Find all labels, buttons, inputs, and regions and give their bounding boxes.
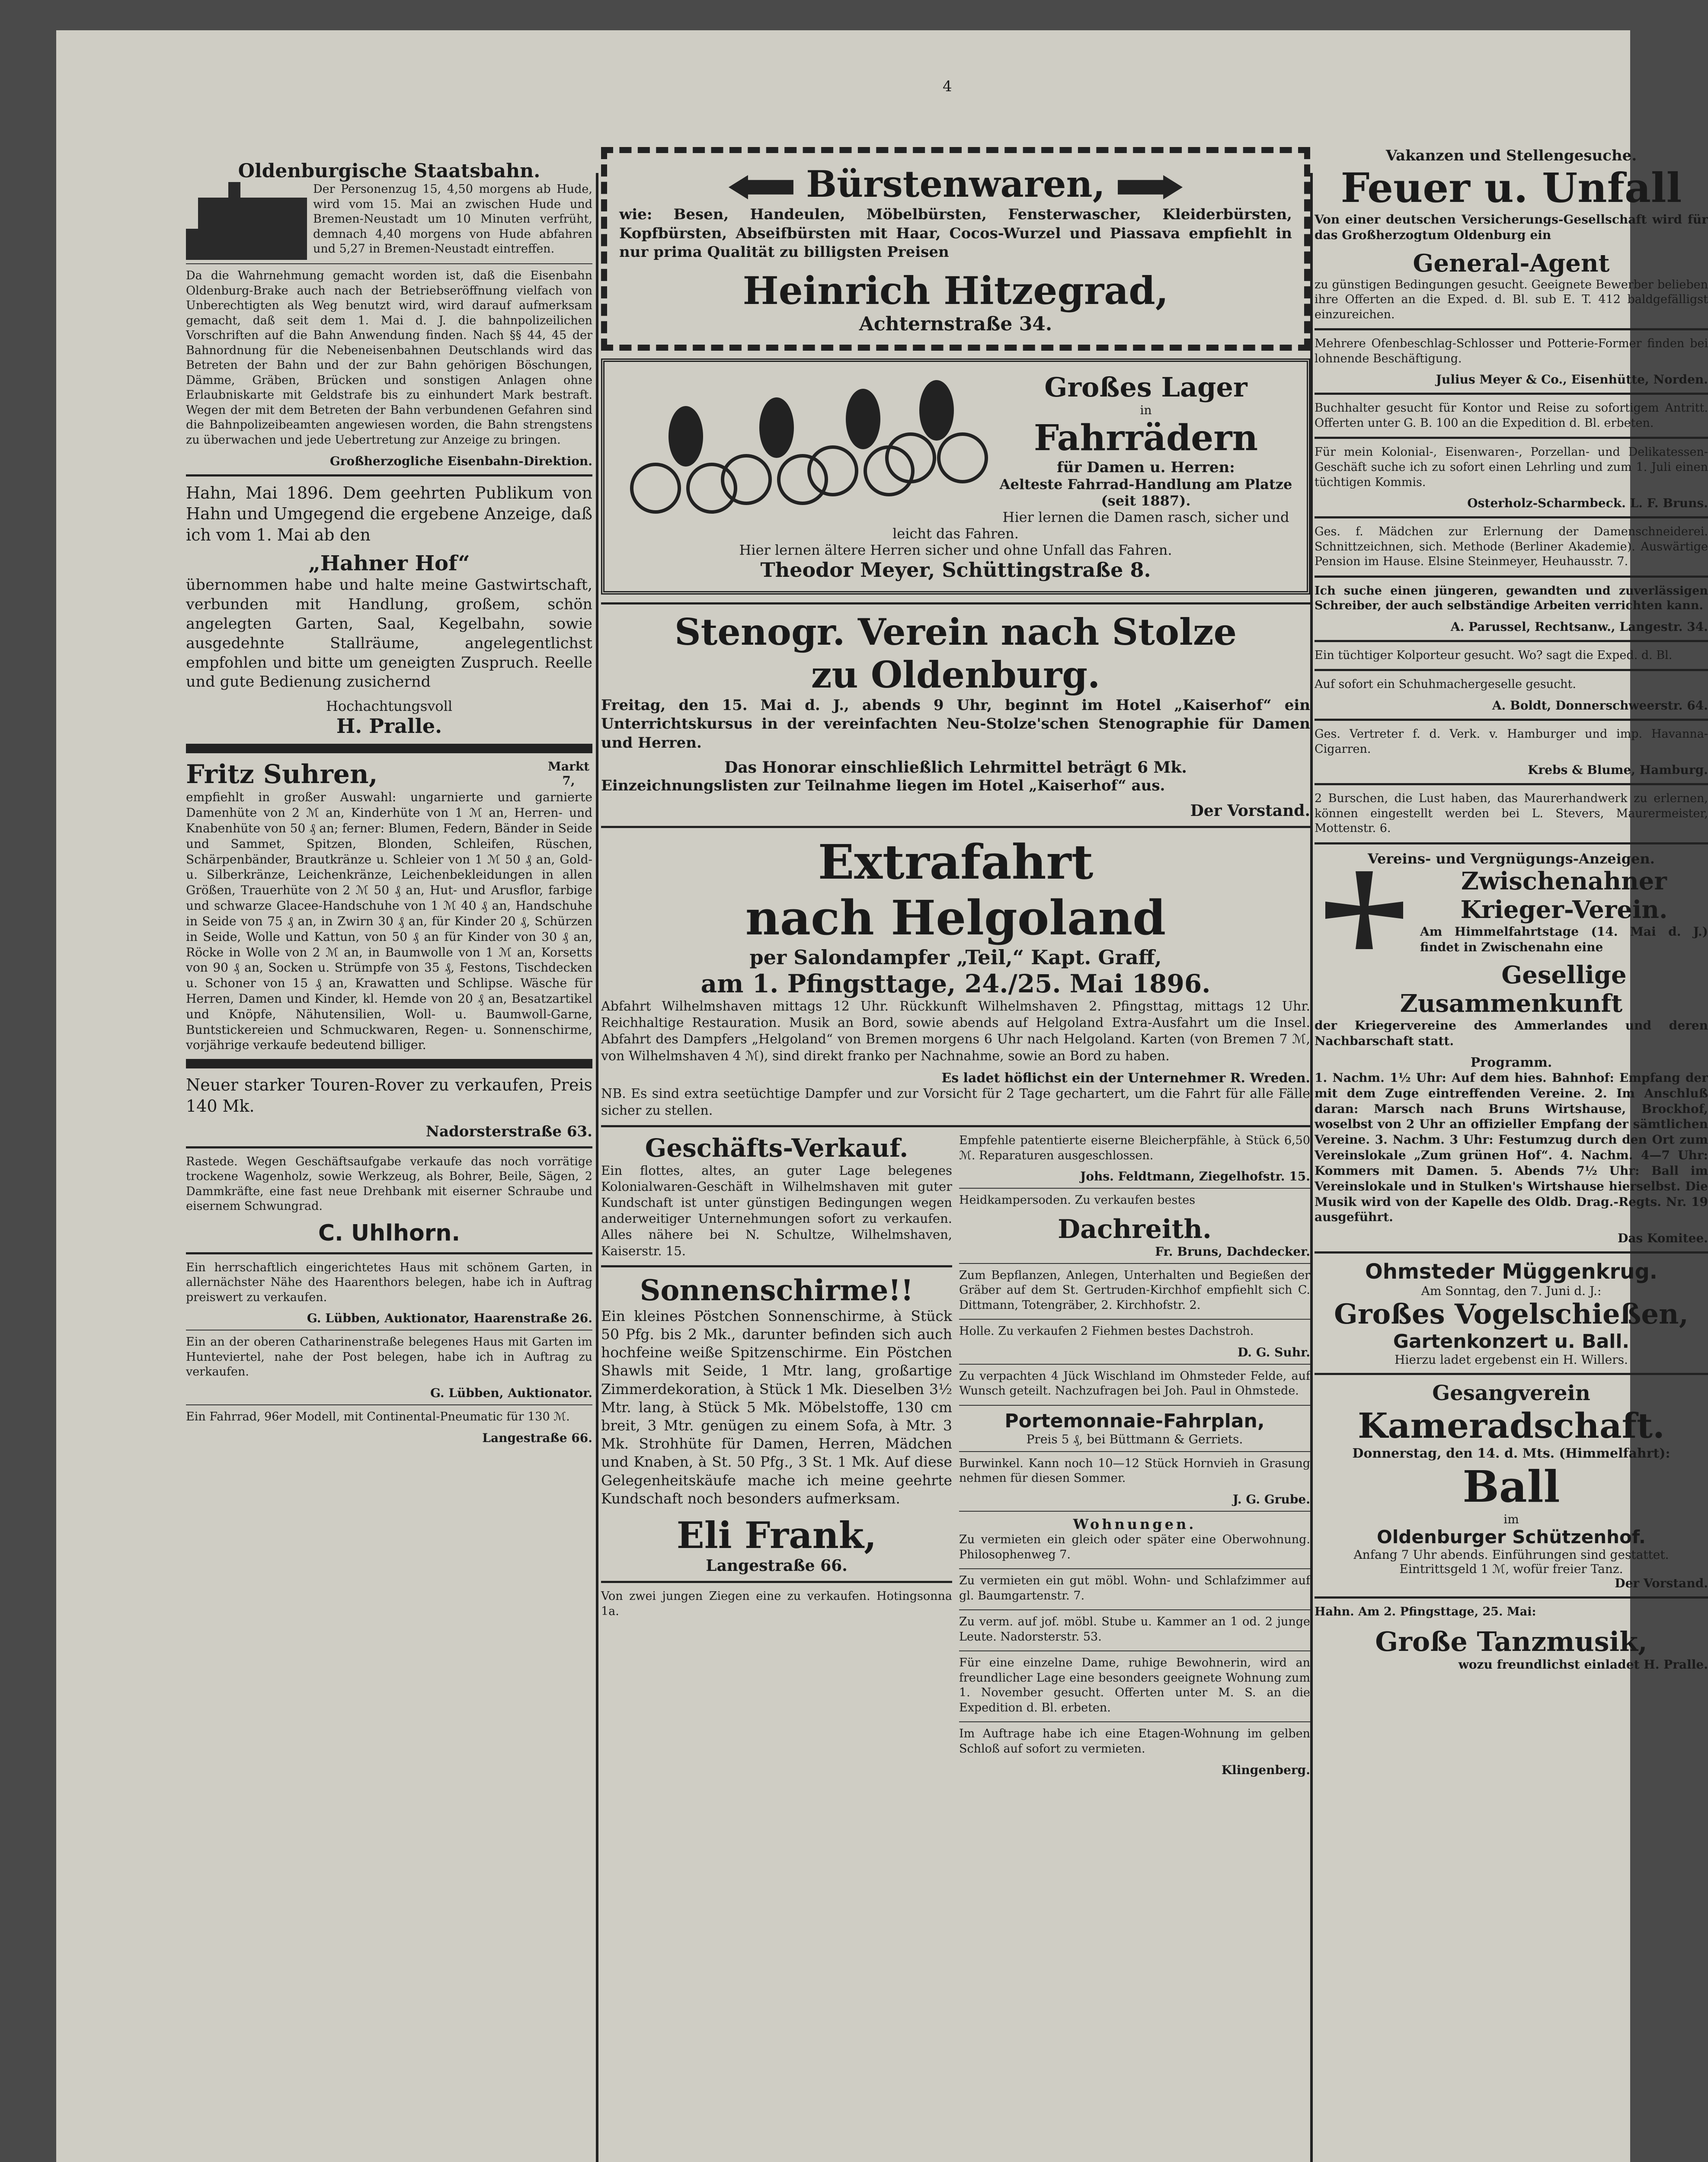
mueggenkrug-big: Großes Vogelschießen, — [1334, 1298, 1689, 1331]
pointing-hand-icon — [1118, 175, 1183, 199]
gesang-title: Gesangverein — [1432, 1381, 1590, 1406]
pointing-hand-icon — [729, 175, 793, 199]
eli-frank-name: Eli Frank, — [676, 1514, 877, 1557]
hornvieh-signature: J. G. Grube. — [1232, 1492, 1310, 1506]
hahn-name: „Hahner Hof“ — [308, 551, 470, 576]
graeber-text: Zum Bepflanzen, Anlegen, Unterhalten und Begießen der Gräber auf dem St. Gertruden-Kirchhof empfiehlt sich C. Dittmann, Totengräber, 2. Kirchhofstr. 2. — [959, 1268, 1310, 1312]
hahn-text: übernommen habe und halte meine Gastwirtschaft, verbunden mit Handlung, großem, schön angelegten Garten, Saal, Kegelbahn, sowie ausgedehnte Stallräume, angelegentlichst empfohlen und bitte um geneigten Zuspruch. Reelle und gute Bedienung zusichernd — [186, 576, 592, 691]
fahrrad-text: Ein Fahrrad, 96er Modell, mit Continental-Pneumatic für 130 ℳ. — [186, 1410, 570, 1424]
dachreith-big: Dachreith. — [1058, 1214, 1212, 1244]
brush-name: Heinrich Hitzegrad, — [742, 268, 1169, 313]
krieger-big: Gesellige Zusammenkunft — [1400, 961, 1627, 1018]
vakanz-2: Buchhalter gesucht für Kontor und Reise zu sofortigem Antritt. Offerten unter G. B. 100 an die Expedition d. Bl. erbeten. — [1315, 401, 1708, 430]
hahn-tanz-signature: wozu freundlichst einladet H. Pralle. — [1458, 1657, 1708, 1672]
steno-title: Stenogr. Verein nach Stolze — [674, 610, 1237, 653]
rover-address: Nadorsterstraße 63. — [425, 1123, 592, 1140]
wohnung-5-signature: Klingenberg. — [1221, 1762, 1310, 1777]
vakanz-6: Ein tüchtiger Kolporteur gesucht. Wo? sagt die Exped. d. Bl. — [1315, 648, 1673, 662]
eli-frank-address: Langestraße 66. — [706, 1557, 848, 1575]
brush-ad — [601, 147, 1310, 351]
feuer-title: Feuer u. Unfall — [1340, 164, 1682, 212]
rastede-signature: C. Uhlhorn. — [318, 1220, 461, 1246]
vakanz-8: Ges. Vertreter f. d. Verk. v. Hamburger und imp. Havanna-Cigarren. — [1315, 727, 1708, 756]
gesang-signature: Der Vorstand. — [1615, 1576, 1708, 1591]
brush-title: Bürstenwaren, — [806, 163, 1105, 205]
ziegen-text: Von zwei jungen Ziegen eine zu verkaufen. Hotingsonna 1a. — [601, 1590, 952, 1618]
sonnenschirme-title: Sonnenschirme!! — [640, 1273, 914, 1307]
steno-fee: Das Honorar einschließlich Lehrmittel beträgt 6 Mk. — [724, 758, 1187, 777]
fahrrad-address: Langestraße 66. — [482, 1430, 592, 1445]
hahn-signature: H. Pralle. — [336, 714, 442, 738]
bike-subtitle: für Damen u. Herren: — [1057, 458, 1235, 476]
steno-title-2: zu Oldenburg. — [811, 653, 1100, 696]
brush-text: wie: Besen, Handeulen, Möbelbürsten, Fensterwascher, Kleiderbürsten, Kopfbürsten, Abseifbürsten mit Haar, Cocos-Wurzel und Piassava empfiehlt in nur prima Qualität zu billigsten Preisen — [619, 206, 1292, 261]
rover-text: Neuer starker Touren-Rover zu verkaufen, Preis 140 Mk. — [186, 1075, 592, 1116]
mueggenkrug-sub: Gartenkonzert u. Ball. — [1393, 1330, 1630, 1353]
suhren-text: empfiehlt in großer Auswahl: ungarnierte und garnierte Damenhüte von 2 ℳ an, Kinderhüte von 1 ℳ an, Herren- und Knabenhüte von 50 ₰ an; ferner: Blumen, Federn, Bänder in Seide und Sammet, Spitzen, Blonden, Schleifen, Rüschen, Schärpenbänder, Brautkränze u. Schleier von 1 ℳ 50 ₰ an, Gold- u. Silberkränze, Leichenkränze, Leichenbekleidungen in allen Größen, Trauerhüte von 2 ℳ 50 ₰ an, Hut- und Arusflor, farbige und schwarze Glacee-Handschuhe von 1 ℳ 40 ₰ an, Handschuhe in Seide von 75 ₰ an, in Zwirn 30 ₰ an, für Kinder 20 ₰, Schürzen in Seide, Wolle und Kattun, von 50 ₰ an für Kinder von 30 ₰ an, Röcke in Wolle von 2 ℳ an, in Baumwolle von 1 ℳ an, Korsetts von 90 ₰ an, Socken u. Strümpfe von 35 ₰, Festons, Tischdecken u. Schoner von 15 ₰ an, Krawatten und Schlipse. Wäsche für Herren, Damen und Kinder, kl. Hemde von 20 ₰ an, Besatzartikel und Knöpfe, Nähutensilien, Woll- u. Baumwoll-Garne, Buntstickereien und Schmuckwaren, Regen- u. Sonnenschirme, vorjährige verkaufe bedeutend billiger. — [186, 790, 592, 1052]
geschaeft-text: Ein flottes, altes, an guter Lage belegenes Kolonialwaren-Geschäft in Wilhelmshaven mit guter Kundschaft ist unter günstigen Bedingungen wegen anderweitiger Unternehmungen sofort zu verkaufen. Alles nähere bei N. Schultze, Wilhelmshaven, Kaiserstr. 15. — [601, 1163, 952, 1258]
portemonnaie-text: Preis 5 ₰, bei Büttmann & Gerriets. — [1026, 1432, 1243, 1446]
mueggenkrug-date: Am Sonntag, den 7. Juni d. J.: — [1421, 1284, 1602, 1298]
feuer-text-2: zu günstigen Bedingungen gesucht. Geeignete Bewerber belieben ihre Offerten an die Exped. d. Bl. sub E. T. 412 baldgefälligst einzureichen. — [1315, 278, 1708, 321]
rail-notice: Da die Wahrnehmung gemacht worden ist, daß die Eisenbahn Oldenburg-Brake auch nach der Betriebseröffnung vielfach von Unberechtigten als Weg benutzt wird, wird darauf aufmerksam gemacht, daß seit dem 1. Mai d. J. die bahnpolizeilichen Vorschriften auf die Bahn Anwendung finden. Nach §§ 44, 45 der Bahnordnung für die Nebeneisenbahnen Deutschlands wird das Betreten der Bahn und der zur Bahn gehörigen Böschungen, Dämme, Gräben, Brücken und sonstigen Anlagen ohne Erlaubniskarte mit Geldstrafe bis zu einhundert Mark bestraft. Wegen der mit dem Betreten der Bahn verbundenen Gefahren sind die Bahnpolizeibeamten angewiesen worden, die Bahn strengstens zu überwachen und jede Uebertretung zur Anzeige zu bringen. — [186, 269, 592, 447]
column-left — [186, 160, 592, 2162]
column-middle — [601, 147, 1310, 2162]
wohnung-5: Im Auftrage habe ich eine Etagen-Wohnung im gelben Schloß auf sofort zu vermieten. — [959, 1727, 1310, 1756]
bleicher-signature: Johs. Feldtmann, Ziegelhofstr. 15. — [1080, 1169, 1310, 1184]
iron-cross-icon — [1315, 867, 1414, 966]
bike-heading: Großes Lager — [1044, 371, 1247, 403]
suhren-address: Markt 7, — [547, 759, 590, 788]
krieger-signature: Das Komitee. — [1618, 1231, 1708, 1246]
vakanz-1-signature: Julius Meyer & Co., Eisenhütte, Norden. — [1436, 372, 1708, 387]
feuer-agent: General-Agent — [1413, 249, 1610, 278]
krieger-programm: Programm. — [1470, 1055, 1552, 1070]
rastede-text: Rastede. Wegen Geschäftsaufgabe verkaufe das noch vorrätige trockene Wagenholz, sowie Werkzeug, als Bohrer, Beile, Sägen, 2 Dammkräfte, eine fast neue Drehbank mit eiserner Schraube und eisernem Schwungrad. — [186, 1155, 592, 1213]
wohnung-4: Für eine einzelne Dame, ruhige Bewohnerin, wird an freundlicher Lage eine besonders geeignete Wohnung zum 1. November gesucht. Offerten unter M. S. an die Expedition d. Bl. erbeten. — [959, 1656, 1310, 1714]
wohnung-2: Zu vermieten ein gut möbl. Wohn- und Schlafzimmer auf gl. Baumgartenstr. 7. — [959, 1574, 1310, 1602]
portemonnaie-title: Portemonnaie-Fahrplan, — [1004, 1410, 1265, 1432]
vakanz-8-signature: Krebs & Blume, Hamburg. — [1528, 763, 1708, 777]
gesang-im: im — [1503, 1512, 1519, 1527]
rail-text: Der Personenzug 15, 4,50 morgens ab Hude, wird vom 15. Mai an zwischen Hude und Bremen-Neustadt um 10 Minuten verfrüht, demnach 4,40 morgens von Hude abfahren und 5,27 in Bremen-Neustadt eintreffen. — [313, 182, 592, 256]
hornvieh-text: Burwinkel. Kann noch 10—12 Stück Hornvieh in Grasung nehmen für diesen Sommer. — [959, 1456, 1310, 1485]
dachstroh-text: Holle. Zu verkaufen 2 Fiehmen bestes Dachstroh. — [959, 1324, 1254, 1338]
bike-line-2: Hier lernen ältere Herren sicher und ohne Unfall das Fahren. — [739, 541, 1172, 558]
gesang-big: Kameradschaft. — [1358, 1405, 1665, 1446]
krieger-text: der Kriegervereine des Ammerlandes und deren Nachbarschaft statt. — [1315, 1018, 1708, 1049]
dachreith-text: Heidkampersoden. Zu verkaufen bestes — [959, 1193, 1196, 1207]
steno-text: Freitag, den 15. Mai d. J., abends 9 Uhr, beginnt im Hotel „Kaiserhof“ ein Unterrichtskursus in der vereinfachten Neu-Stolze'schen Stenographie für Damen und Herren. — [601, 696, 1310, 752]
haus-signature: G. Lübben, Auktionator, Haarenstraße 26. — [307, 1311, 592, 1326]
sub-column-left — [601, 1133, 952, 1777]
helgoland-nb: NB. Es sind extra seetüchtige Dampfer und zur Vorsicht für 2 Tage gechartert, um die Fahrt für alle Fälle sicher zu stellen. — [601, 1086, 1310, 1118]
suhren-name: Fritz Suhren, — [186, 759, 378, 790]
krieger-items: 1. Nachm. 1½ Uhr: Auf dem hies. Bahnhof: Empfang der mit dem Zuge eintreffenden Vereine. 2. Im Anschluß daran: Marsch nach Bruns Wirtshause, Brockhof, woselbst von 2 Uhr an offizieller Empfang der sämtlichen Vereine. 3. Nachm. 3 Uhr: Festumzug durch den Ort zum Vereinslokale „Zum grünen Hof“. 4. Nachm. 4—7 Uhr: Kommers mit Damen. 5. Abends 7½ Uhr: Ball im Vereinslokale und in Stulken's Wirtshause hierselbst. Die Musik wird von der Kapelle des Oldb. Drag.-Regts. Nr. 19 ausgeführt. — [1315, 1071, 1708, 1225]
brush-address: Achternstraße 34. — [859, 313, 1052, 335]
bleicher-text: Empfehle patentierte eiserne Bleicherpfähle, à Stück 6,50 ℳ. Reparaturen ausgeschlossen. — [959, 1133, 1310, 1162]
helgoland-signature: Es ladet höflichst ein der Unternehmer R. Wreden. — [941, 1071, 1310, 1086]
helgoland-text: Abfahrt Wilhelmshaven mittags 12 Uhr. Rückkunft Wilhelmshaven 2. Pfingsttag, mittags 12 Uhr. Reichhaltige Restauration. Musik an Bord, sowie abends auf Helgoland Extra-Ausfahrt um die Insel. Abfahrt des Dampfers „Helgoland“ von Bremen morgens 6 Uhr nach Helgoland. Karten (von Bremen 7 ℳ, von Wilhelmshaven 4 ℳ), sind direkt franko per Nachnahme, sowie an Bord zu haben. — [601, 998, 1310, 1064]
vereins-title: Vereins- und Vergnügungs-Anzeigen. — [1368, 850, 1655, 867]
column-right — [1315, 147, 1708, 2162]
rail-signature: Großherzogliche Eisenbahn-Direktion. — [329, 454, 592, 468]
page-number: 4 — [943, 78, 952, 95]
dachreith-signature: Fr. Bruns, Dachdecker. — [1155, 1244, 1310, 1259]
sonnenschirme-text: Ein kleines Pöstchen Sonnenschirme, à Stück 50 Pfg. bis 2 Mk., darunter befinden sich auch hochfeine weiße Spitzenschirme. Ein Pöstchen Shawls mit Seide, 1 Mtr. lang, großartige Zimmerdekoration, à Stück 1 Mk. Dieselben 3½ Mtr. lang, à Stück 5 Mk. Möbelstoffe, 130 cm breit, 3 Mtr. genügen zu einem Sofa, à Mtr. 3 Mk. Strohhüte für Damen, Herren, Mädchen und Knaben, à St. 50 Pfg., 3 St. 1 Mk. Auf diese Gelegenheitskäufe mache ich meine geehrte Kundschaft noch besonders aufmerksam. — [601, 1307, 952, 1507]
helgoland-title: Extrafahrt — [818, 834, 1094, 890]
cyclists-illustration — [617, 371, 988, 518]
gesang-place: Oldenburger Schützenhof. — [1377, 1526, 1646, 1548]
bike-signature: Theodor Meyer, Schüttingstraße 8. — [760, 558, 1151, 582]
bike-heading-2: Fahrrädern — [1033, 417, 1258, 459]
catharinen-signature: G. Lübben, Auktionator. — [430, 1386, 592, 1401]
feuer-text: Von einer deutschen Versicherungs-Gesellschaft wird für das Großherzogtum Oldenburg ein — [1315, 212, 1708, 242]
geschaeft-title: Geschäfts-Verkauf. — [645, 1133, 908, 1163]
vakanzen-title: Vakanzen und Stellengesuche. — [1385, 147, 1637, 164]
helgoland-subtitle: per Salondampfer „Teil,“ Kapt. Graff, — [749, 945, 1162, 969]
haus-text: Ein herrschaftlich eingerichtetes Haus mit schönem Garten, in allernächster Nähe des Haarenthors belegen, habe ich in Auftrag preiswert zu verkaufen. — [186, 1260, 592, 1304]
vakanz-5: Ich suche einen jüngeren, gewandten und zuverlässigen Schreiber, der auch selbständige Arbeiten verrichten kann. — [1315, 584, 1708, 613]
steno-list: Einzeichnungslisten zur Teilnahme liegen im Hotel „Kaiserhof“ aus. — [601, 777, 1165, 795]
vakanz-5-signature: A. Parussel, Rechtsanw., Langestr. 34. — [1450, 619, 1708, 634]
gesang-text: Anfang 7 Uhr abends. Einführungen sind gestattet. Eintrittsgeld 1 ℳ, wofür freier Tanz. — [1353, 1548, 1669, 1577]
vakanz-7: Auf sofort ein Schuhmachergeselle gesucht. — [1315, 678, 1577, 691]
wohnungen-title: Wohnungen. — [1073, 1516, 1196, 1532]
krieger-date: Am Himmelfahrtstage (14. Mai d. J.) findet in Zwischenahn eine — [1420, 924, 1708, 954]
sub-column-right — [959, 1133, 1310, 1777]
column-divider — [596, 173, 598, 2162]
bike-text: Aelteste Fahrrad-Handlung am Platze (seit 1887). — [999, 476, 1292, 509]
wohnung-1: Zu vermieten ein gleich oder später eine Oberwohnung. Philosophenweg 7. — [959, 1532, 1310, 1561]
hahn-greeting: Hochachtungsvoll — [326, 698, 453, 715]
newspaper-page — [56, 30, 1708, 2162]
hahn-tanz-big: Große Tanzmusik, — [1375, 1625, 1647, 1657]
helgoland-date: am 1. Pfingsttage, 24./25. Mai 1896. — [700, 969, 1211, 998]
locomotive-illustration — [186, 182, 307, 260]
gesang-ball: Ball — [1462, 1461, 1560, 1513]
catharinen-text: Ein an der oberen Catharinenstraße belegenes Haus mit Garten im Hunteviertel, nahe der Post belegen, habe ich in Auftrag zu verkaufen. — [186, 1335, 592, 1379]
mueggenkrug-signature: Hierzu ladet ergebenst ein H. Willers. — [1395, 1353, 1628, 1367]
krieger-title: Zwischenahner Krieger-Verein. — [1460, 867, 1668, 924]
bike-in: in — [1140, 403, 1152, 417]
dachstroh-signature: D. G. Suhr. — [1237, 1345, 1310, 1359]
column-divider — [1310, 173, 1313, 2162]
bike-line-1: Hier lernen die Damen rasch, sicher und leicht das Fahren. — [892, 509, 1289, 542]
hahn-intro: Hahn, Mai 1896. Dem geehrten Publikum von Hahn und Umgegend die ergebene Anzeige, daß ich vom 1. Mai ab den — [186, 483, 592, 544]
steno-signature: Der Vorstand. — [1190, 801, 1310, 820]
wischland-text: Zu verpachten 4 Jück Wischland im Ohmsteder Felde, auf Wunsch geteilt. Nachzufragen bei Joh. Paul in Ohmstede. — [959, 1369, 1310, 1398]
helgoland-title-2: nach Helgoland — [745, 889, 1166, 946]
vakanz-7-signature: A. Boldt, Donnerschweerstr. 64. — [1492, 698, 1708, 713]
rail-title: Oldenburgische Staatsbahn. — [238, 160, 541, 182]
vakanz-4: Ges. f. Mädchen zur Erlernung der Damenschneiderei. Schnittzeichnen, sich. Methode (Berliner Akademie). Auswärtige Pension im Hause. Elsine Steinmeyer, Heuhausstr. 7. — [1315, 525, 1708, 569]
wohnung-3: Zu verm. auf jof. möbl. Stube u. Kammer an 1 od. 2 junge Leute. Nadorsterstr. 53. — [959, 1615, 1310, 1644]
bike-ad — [601, 358, 1310, 595]
gesang-date: Donnerstag, den 14. d. Mts. (Himmelfahrt): — [1352, 1446, 1670, 1462]
vakanz-1: Mehrere Ofenbeschlag-Schlosser und Potterie-Former finden bei lohnende Beschäftigung. — [1315, 337, 1708, 365]
vakanz-3: Für mein Kolonial-, Eisenwaren-, Porzellan- und Delikatessen-Geschäft suche ich zu sofort einen Lehrling und zum 1. Juli einen tüchtigen Kommis. — [1315, 445, 1708, 489]
vakanz-9: 2 Burschen, die Lust haben, das Maurerhandwerk zu erlernen, können eingestellt werden bei L. Stevers, Maurermeister, Mottenstr. 6. — [1315, 792, 1708, 835]
hahn-tanz-text: Hahn. Am 2. Pfingsttage, 25. Mai: — [1315, 1605, 1536, 1619]
mueggenkrug-title: Ohmsteder Müggenkrug. — [1365, 1260, 1658, 1284]
vakanz-3-signature: Osterholz-Scharmbeck. L. F. Bruns. — [1467, 496, 1708, 511]
